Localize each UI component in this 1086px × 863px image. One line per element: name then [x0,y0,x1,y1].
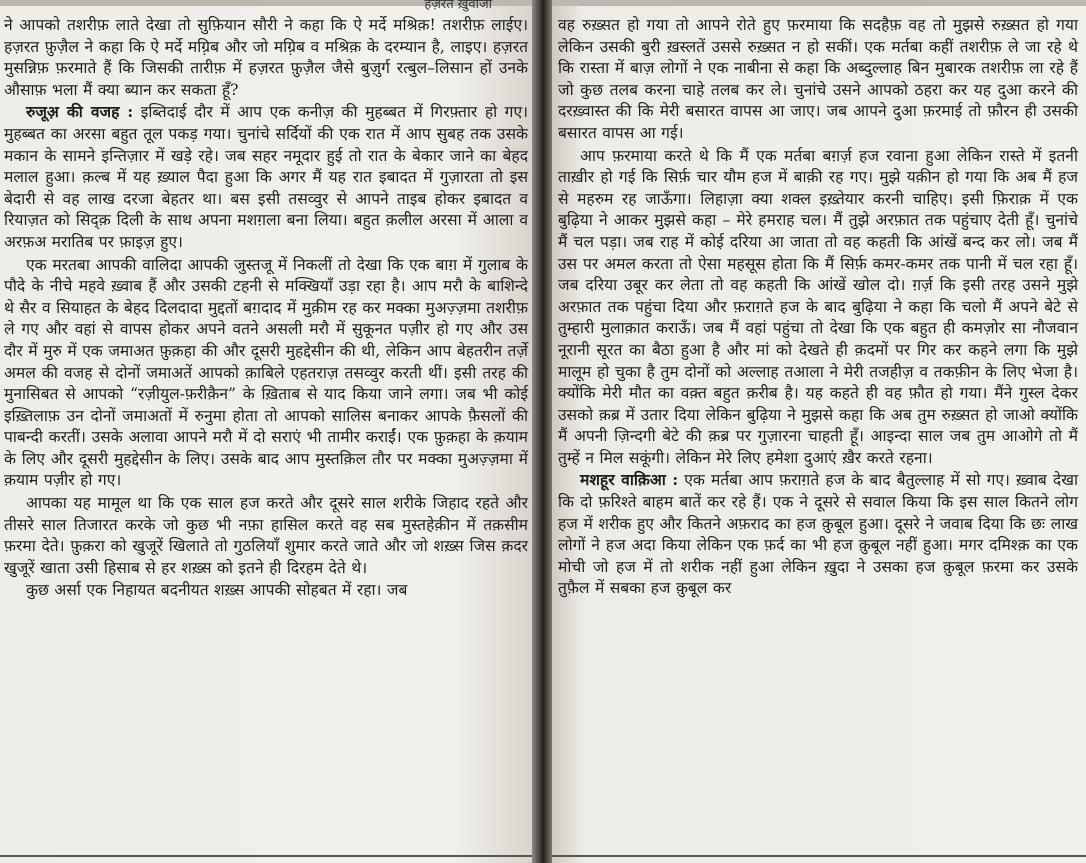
book-gutter [532,0,552,863]
top-edge [552,0,1086,6]
right-page-text [558,14,1078,600]
left-page-text [4,14,528,602]
left-page [0,0,532,863]
section-heading: रुजूअ़ की वजह : [26,102,134,122]
paragraph: मशहूर वाक़िआ : एक मर्तबा आप फ़राग़ते हज के बाद बैतुल्लाह में सो गए। ख़्वाब देखा कि दो फ़रिश्ते बाहम बातें कर रहे हैं। एक ने दूसरे से सवाल किया कि इस साल कितने लोग हज में शरीक हुए और कितने अफ़राद का हज क़ुबूल हुआ। दूसरे ने जवाब दिया कि छः लाख लोगों ने हज अदा किया लेकिन एक फ़र्द का भी हज क़ुबूल नहीं हुआ। मगर दमिश्क़ का एक मोची जो हज में तो शरीक नहीं हुआ लेकिन ख़ुदा ने उसका हज क़ुबूल फ़रमा कर उसके तुफ़ैल में सबका हज क़ुबूल कर [558,470,1078,598]
right-page [552,0,1086,863]
bottom-rule [552,855,1086,857]
paragraph: आपका यह मामूल था कि एक साल हज करते और दूसरे साल शरीके जिहाद रहते और तीसरे साल तिजारत करके जो कुछ भी नफ़ा हासिल करते वह सब मुस्तहेक़ीन में तक़सीम फ़रमा देते। फ़ुक़रा को खुजूरें खिलाते तो गुठलियाँ शुमार करते जाते और जो शख़्स जिस क़दर खुजूरें खाता उसी हिसाब से हर शख़्स को इतने ही दिरहम देते थे। [4,494,528,577]
paragraph: वह रुख़्सत हो गया तो आपने रोते हुए फ़रमाया कि सदहैफ़ वह तो मुझसे रुख़्सत हो गया लेकिन उसकी बुरी ख़स्लतें उससे रुख़्सत न हो सकीं। एक मर्तबा कहीं तशरीफ़ ले जा रहे थे कि रास्ता में बाज़ लोगों ने एक नाबीना से कहा कि अब्दुल्लाह बिन मुबारक तशरीफ़ ला रहे हैं जो कुछ तलब करना चाहे तलब कर ले। चुनांचे उसने आपको ठहरा कर यह दुआ करने की दरख़्वास्त की कि मेरी बसारत वापस आ जाए। जब आपने दुआ फ़रमाई तो फ़ौरन ही उसकी बसारत वापस आ गई। [558,16,1078,142]
section-heading: मशहूर वाक़िआ : [580,470,679,490]
bottom-rule [0,855,532,857]
running-header: हज़रत ख़ुवाजा [424,0,492,12]
paragraph: कुछ अर्सा एक निहायत बदनीयत शख़्स आपकी सोहबत में रहा। जब [26,581,408,600]
paragraph: आप फ़रमाया करते थे कि मैं एक मर्तबा बग़र्ज़ हज रवाना हुआ लेकिन रास्ते में इतनी ताख़ीर हो गई कि सिर्फ़ चार यौम हज में बाक़ी रह गए। मुझे यक़ीन हो गया कि अब मैं हज से महरुम रह जाऊँगा। लिहाज़ा क्या शक्ल इख़्तेयार करनी चाहिए। इसी फ़िराक़ में एक बुढ़िया ने आकर मुझसे कहा – मेरे हमराह चल। मैं तुझे अरफ़ात तक पहुंचाए देती हूँ। चुनांचे मैं चल पड़ा। जब राह में कोई दरिया आ जाता तो वह कहती कि आंखें बन्द कर लो। जब मैं उस पर अमल करता तो ऐसा महसूस होता कि मैं सिर्फ़ कमर-कमर तक पानी में चल रहा हूँ। जब दरिया उबूर कर लेता तो वह कहती कि आंखें खोल दो। ग़र्ज़ कि इसी तरह उसने मुझे अरफ़ात तक पहुंचा दिया और फ़राग़ते हज के बाद बुढ़िया ने कहा कि चलो मैं अपने बेटे से तुम्हारी मुलाक़ात कराऊँ। जब मैं वहां पहुंचा तो देखा कि एक बहुत ही कमज़ोर सा नौजवान नूरानी सूरत का बैठा हुआ है और मां को देखते ही क़दमों पर गिर कर कहने लगा कि मुझे मालूम हो चुका है तुम दोनों को अल्लाह तआला ने मेरी तजहीज़ व तकफ़ीन के लिए भेजा है। क्योंकि मेरी मौत का वक़्त बहुत क़रीब है। यह कहते ही वह फ़ौत हो गया। मैंने गुस्ल देकर उसको क़ब्र में उतार दिया लेकिन बुढ़िया ने मुझसे कहा कि अब तुम रुख़्सत हो जाओ क्योंकि मैं अपनी ज़िन्दगी बेटे की क़ब्र पर गुज़ारना चाहती हूँ। आइन्दा साल जब तुम आओगे तो मैं तुम्हें न मिल सकूंगी। लेकिन मेरे लिए हमेशा दुआएं ख़ैर करते रहना। [558,146,1078,467]
paragraph: एक मरतबा आपकी वालिदा आपकी जुस्तजू में निकलीं तो देखा कि एक बाग़ में गुलाब के पौदे के नीचे महवे ख़्वाब हैं और उसकी टहनी से मक्खियाँ उड़ा रहा है। आप मरौ के बाशिन्दे थे सैर व सियाहत के बेहद दिलदादा मुद्दतों बग़दाद में मुक़ीम रह कर मक्का मुअज़्ज़मा तशरीफ़ ले गए और वहां से वापस होकर अपने वतने असली मरौ में सुकूनत पज़ीर हो गए और उस दौर में मुरु में एक जमाअत फ़ुक़हा की और दूसरी मुहद्देसीन की थी, लेकिन आप बेहतरीन तर्ज़े अमल की वजह से दोनों जमाअतें आपको क़ाबिले एहतराज़ तसव्वुर करती थीं। इसी तरह की मुनासिबत से आपको “रज़ीयुल-फ़रीक़ैन” के ख़िताब से याद किया जाने लगा। जब भी कोई इख़्तिलाफ़ उन दोनों जमाअतों में रुनुमा होता तो आपको सालिस बनाकर आपके फ़ैसलों की पाबन्दी करतीं। उसके अलावा आपने मरौ में दो सराएं भी तामीर कराईं। एक फ़ुक़हा के क़याम के लिए और दूसरी मुहद्देसीन के लिए। उसके बाद आप मुस्तक़िल तौर पर मक्का मुअज़्ज़मा में क़याम पज़ीर हो गए। [4,255,528,490]
paragraph: ने आपको तशरीफ़ लाते देखा तो सुफ़ियान सौरी ने कहा कि ऐ मर्दे मश्रिक़! तशरीफ़ लाईए। हज़रत फ़ुज़ैल ने कहा कि ऐ मर्दे मग़्रिब और जो मग़्रिब व मश्रिक़ के दरम्यान है, लाइए। हज़रत मुसन्निफ़ फ़रमाते हैं कि जिसकी तारीफ़ में हज़रत फ़ुज़ैल जैसे बुज़ुर्ग रत्बुल–लिसान हों उनके औसाफ़ भला मैं क्या ब्यान कर सकता हूँ? [4,16,528,99]
paragraph: रुजूअ़ की वजह : इब्तिदाई दौर में आप एक कनीज़ की मुहब्बत में गिरफ़्तार हो गए। मुहब्बत का अरसा बहुत तूल पकड़ गया। चुनांचे सर्दियों की एक रात में आप सुबह तक उसके मकान के सामने इन्तिज़ार में खड़े रहे। जब सहर नमूदार हुई तो रात के बेकार जाने का बेहद मलाल हुआ। क़ल्ब में यह ख़्याल पैदा हुआ कि अगर मैं यह रात इबादत में गुज़ारता तो इस बेदारी से वह लाख दरजा बेहतर था। बस इसी तसव्वुर से आपने ताइब होकर इबादत व रियाज़त को सिद्क़ दिली के साथ अपना मशग़ला बना लिया। बहुत क़लील अरसा में आला व अरफ़अ मरातिब पर फ़ाइज़ हुए। [4,102,528,251]
